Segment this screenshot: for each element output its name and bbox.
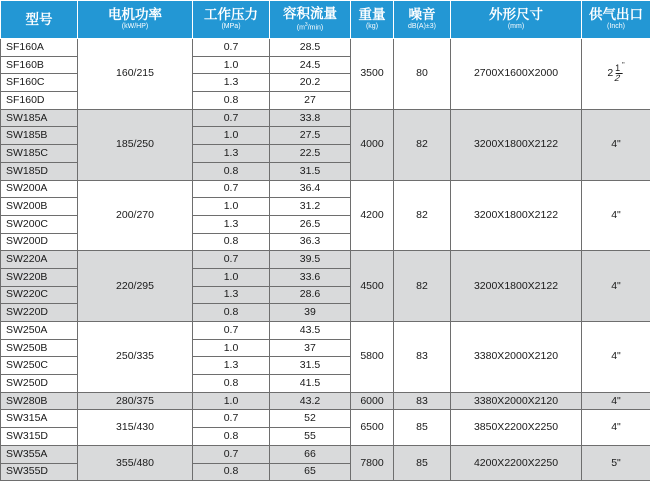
model-cell: SW200A xyxy=(1,180,78,198)
pressure-cell: 1.0 xyxy=(193,268,270,286)
dims-cell: 3380X2000X2120 xyxy=(451,322,582,393)
header-weight xyxy=(351,1,394,39)
flow-cell: 31.5 xyxy=(270,357,351,375)
model-cell: SW220A xyxy=(1,251,78,269)
pressure-cell: 1.0 xyxy=(193,56,270,74)
pressure-cell: 0.7 xyxy=(193,251,270,269)
model-cell: SW185A xyxy=(1,109,78,127)
pressure-cell: 1.3 xyxy=(193,357,270,375)
model-cell: SF160D xyxy=(1,92,78,110)
flow-cell: 31.2 xyxy=(270,198,351,216)
pressure-cell: 0.7 xyxy=(193,180,270,198)
flow-cell: 55 xyxy=(270,428,351,446)
model-cell: SW250D xyxy=(1,375,78,393)
outlet-cell: 4" xyxy=(582,109,650,180)
table-row xyxy=(1,322,650,340)
flow-cell: 33.6 xyxy=(270,268,351,286)
power-cell: 220/295 xyxy=(78,251,193,322)
flow-cell: 43.5 xyxy=(270,322,351,340)
header-noise-label: 噪音 xyxy=(409,7,436,22)
model-cell: SW200C xyxy=(1,215,78,233)
flow-cell: 26.5 xyxy=(270,215,351,233)
inch-mark: " xyxy=(622,58,625,73)
header-power-unit: (kW/HP) xyxy=(78,22,192,31)
header-power-label: 电机功率 xyxy=(108,7,162,22)
noise-cell: 82 xyxy=(394,109,451,180)
outlet-cell: 4" xyxy=(582,410,650,445)
header-weight-label: 重量 xyxy=(359,7,386,22)
model-cell: SW185D xyxy=(1,162,78,180)
outlet-cell: 4" xyxy=(582,180,650,251)
outlet-cell xyxy=(582,39,650,110)
power-cell: 200/270 xyxy=(78,180,193,251)
model-cell: SW220D xyxy=(1,304,78,322)
power-cell: 355/480 xyxy=(78,445,193,480)
header-outlet-unit: (Inch) xyxy=(582,22,650,31)
flow-cell: 31.5 xyxy=(270,162,351,180)
weight-cell: 4500 xyxy=(351,251,394,322)
power-cell: 280/375 xyxy=(78,392,193,410)
model-cell: SW355D xyxy=(1,463,78,481)
flow-unit-pre: (m xyxy=(297,24,305,31)
model-cell: SW280B xyxy=(1,392,78,410)
flow-cell: 36.3 xyxy=(270,233,351,251)
power-cell: 160/215 xyxy=(78,39,193,110)
header-model-label: 型号 xyxy=(26,12,53,27)
header-noise-unit: dB(A)±3) xyxy=(394,22,450,31)
header-dims xyxy=(451,1,582,39)
header-power xyxy=(78,1,193,39)
pressure-cell: 1.0 xyxy=(193,392,270,410)
pressure-cell: 0.7 xyxy=(193,445,270,463)
header-outlet-label: 供气出口 xyxy=(589,7,643,22)
header-model xyxy=(1,1,78,39)
pressure-cell: 0.7 xyxy=(193,322,270,340)
header-noise xyxy=(394,1,451,39)
outlet-cell: 5" xyxy=(582,445,650,480)
flow-cell: 66 xyxy=(270,445,351,463)
model-cell: SW185C xyxy=(1,145,78,163)
model-cell: SF160A xyxy=(1,39,78,57)
outlet-cell: 4" xyxy=(582,322,650,393)
noise-cell: 80 xyxy=(394,39,451,110)
flow-unit-post: /min) xyxy=(308,24,324,31)
dims-cell: 3200X1800X2122 xyxy=(451,251,582,322)
model-cell: SF160C xyxy=(1,74,78,92)
header-flow-unit xyxy=(270,21,350,32)
pressure-cell: 1.0 xyxy=(193,127,270,145)
pressure-cell: 0.7 xyxy=(193,109,270,127)
header-flow xyxy=(270,1,351,39)
outlet-cell: 4" xyxy=(582,251,650,322)
weight-cell: 6000 xyxy=(351,392,394,410)
weight-cell: 3500 xyxy=(351,39,394,110)
flow-cell: 65 xyxy=(270,463,351,481)
noise-cell: 82 xyxy=(394,251,451,322)
flow-cell: 28.6 xyxy=(270,286,351,304)
model-cell: SF160B xyxy=(1,56,78,74)
flow-cell: 39 xyxy=(270,304,351,322)
model-cell: SW220C xyxy=(1,286,78,304)
flow-cell: 52 xyxy=(270,410,351,428)
outlet-cell: 4" xyxy=(582,392,650,410)
power-cell: 250/335 xyxy=(78,322,193,393)
pressure-cell: 1.3 xyxy=(193,145,270,163)
model-cell: SW315A xyxy=(1,410,78,428)
noise-cell: 83 xyxy=(394,392,451,410)
noise-cell: 83 xyxy=(394,322,451,393)
flow-unit-sup: 3 xyxy=(305,22,308,28)
model-cell: SW220B xyxy=(1,268,78,286)
flow-cell: 27.5 xyxy=(270,127,351,145)
header-dims-unit: (mm) xyxy=(451,22,581,31)
flow-cell: 22.5 xyxy=(270,145,351,163)
pressure-cell: 1.3 xyxy=(193,215,270,233)
noise-cell: 85 xyxy=(394,410,451,445)
flow-cell: 27 xyxy=(270,92,351,110)
pressure-cell: 0.8 xyxy=(193,233,270,251)
model-cell: SW250A xyxy=(1,322,78,340)
pressure-cell: 1.0 xyxy=(193,339,270,357)
dims-cell: 3200X1800X2122 xyxy=(451,109,582,180)
pressure-cell: 0.8 xyxy=(193,375,270,393)
header-dims-label: 外形尺寸 xyxy=(489,7,543,22)
table-body xyxy=(1,39,650,481)
header-pressure-unit: (MPa) xyxy=(193,22,269,31)
fraction-whole: 2 xyxy=(607,66,613,81)
model-cell: SW200B xyxy=(1,198,78,216)
table-header xyxy=(1,1,650,39)
table-row xyxy=(1,445,650,463)
power-cell: 315/430 xyxy=(78,410,193,445)
header-pressure xyxy=(193,1,270,39)
flow-cell: 33.8 xyxy=(270,109,351,127)
pressure-cell: 0.7 xyxy=(193,39,270,57)
flow-cell: 28.5 xyxy=(270,39,351,57)
pressure-cell: 1.0 xyxy=(193,198,270,216)
pressure-cell: 0.8 xyxy=(193,304,270,322)
flow-cell: 39.5 xyxy=(270,251,351,269)
flow-cell: 20.2 xyxy=(270,74,351,92)
pressure-cell: 0.8 xyxy=(193,162,270,180)
flow-cell: 37 xyxy=(270,339,351,357)
flow-cell: 43.2 xyxy=(270,392,351,410)
pressure-cell: 0.8 xyxy=(193,92,270,110)
pressure-cell: 0.8 xyxy=(193,463,270,481)
header-pressure-label: 工作压力 xyxy=(204,7,258,22)
model-cell: SW200D xyxy=(1,233,78,251)
model-cell: SW250B xyxy=(1,339,78,357)
table-row xyxy=(1,39,650,57)
noise-cell: 82 xyxy=(394,180,451,251)
weight-cell: 6500 xyxy=(351,410,394,445)
model-cell: SW315D xyxy=(1,428,78,446)
table-row xyxy=(1,410,650,428)
flow-cell: 24.5 xyxy=(270,56,351,74)
table-row xyxy=(1,251,650,269)
flow-cell: 36.4 xyxy=(270,180,351,198)
flow-cell: 41.5 xyxy=(270,375,351,393)
dims-cell: 3850X2200X2250 xyxy=(451,410,582,445)
table-row xyxy=(1,109,650,127)
power-cell: 185/250 xyxy=(78,109,193,180)
weight-cell: 5800 xyxy=(351,322,394,393)
outlet-fraction xyxy=(607,64,624,83)
header-flow-label: 容积流量 xyxy=(283,6,337,21)
fraction-denominator: 2 xyxy=(612,73,623,83)
dims-cell: 3380X2000X2120 xyxy=(451,392,582,410)
pressure-cell: 0.7 xyxy=(193,410,270,428)
table-row xyxy=(1,180,650,198)
model-cell: SW355A xyxy=(1,445,78,463)
dims-cell: 3200X1800X2122 xyxy=(451,180,582,251)
model-cell: SW250C xyxy=(1,357,78,375)
header-outlet xyxy=(582,1,650,39)
pressure-cell: 1.3 xyxy=(193,286,270,304)
header-weight-unit: (kg) xyxy=(351,22,393,31)
weight-cell: 4200 xyxy=(351,180,394,251)
model-cell: SW185B xyxy=(1,127,78,145)
table-row xyxy=(1,392,650,410)
dims-cell: 4200X2200X2250 xyxy=(451,445,582,480)
dims-cell: 2700X1600X2000 xyxy=(451,39,582,110)
pressure-cell: 0.8 xyxy=(193,428,270,446)
weight-cell: 7800 xyxy=(351,445,394,480)
noise-cell: 85 xyxy=(394,445,451,480)
fraction-numerator: 1 xyxy=(614,64,621,73)
pressure-cell: 1.3 xyxy=(193,74,270,92)
weight-cell: 4000 xyxy=(351,109,394,180)
fraction-stack xyxy=(614,64,621,83)
